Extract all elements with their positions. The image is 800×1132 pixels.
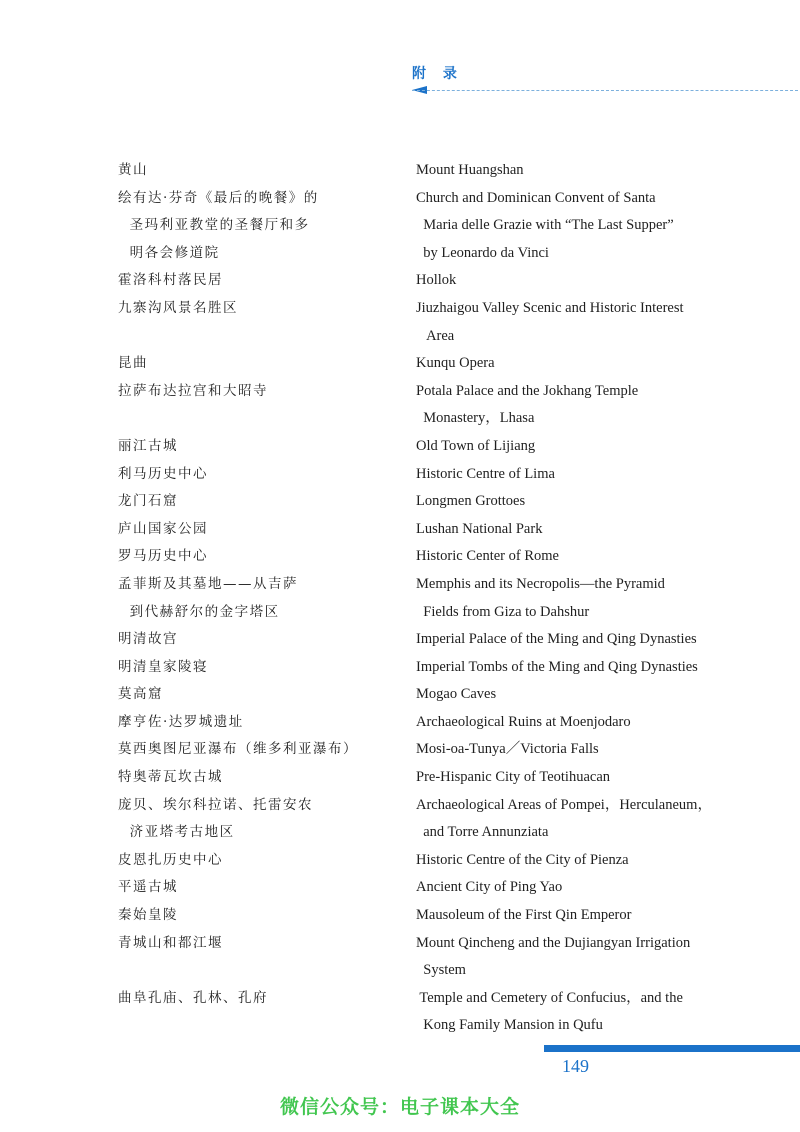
chinese-term-line: 昆曲 xyxy=(118,355,148,372)
glossary-entry xyxy=(0,516,800,544)
english-term xyxy=(416,654,800,682)
chinese-term-line: 莫西奥图尼亚瀑布（维多利亚瀑布） xyxy=(118,741,358,758)
english-term-line: Historic Centre of the City of Pienza xyxy=(416,851,629,868)
chinese-term-line: 特奥蒂瓦坎古城 xyxy=(118,769,223,786)
glossary-entry xyxy=(0,902,800,930)
english-term xyxy=(416,571,800,626)
glossary-entry xyxy=(0,764,800,792)
english-term-line: Potala Palace and the Jokhang Temple xyxy=(416,382,639,399)
english-term-line: Kunqu Opera xyxy=(416,355,495,372)
chinese-term xyxy=(118,185,319,268)
chinese-term-line: 丽江古城 xyxy=(118,437,178,454)
page-number: 149 xyxy=(562,1056,589,1076)
english-term-line: Historic Centre of Lima xyxy=(416,465,555,482)
english-term xyxy=(416,930,800,985)
glossary-entry xyxy=(0,543,800,571)
english-term-line: Imperial Tombs of the Ming and Qing Dynasties xyxy=(416,658,698,675)
english-term-line: Kong Family Mansion in Qufu xyxy=(416,1017,603,1034)
english-term xyxy=(416,874,800,902)
chinese-term xyxy=(118,350,148,378)
english-term xyxy=(416,295,800,350)
english-term xyxy=(416,764,800,792)
glossary-list xyxy=(0,157,800,1040)
english-term xyxy=(416,516,800,544)
glossary-entry xyxy=(0,792,800,847)
chinese-term-line: 明各会修道院 xyxy=(118,244,220,261)
glossary-entry xyxy=(0,267,800,295)
english-term xyxy=(416,792,800,847)
glossary-entry xyxy=(0,736,800,764)
chinese-term-line: 明清故宫 xyxy=(118,631,178,648)
footer-accent-bar xyxy=(544,1045,800,1052)
chinese-term-line: 孟菲斯及其墓地——从吉萨 xyxy=(118,575,298,592)
english-term-line: Fields from Giza to Dahshur xyxy=(416,603,590,620)
chinese-term-line: 九寨沟风景名胜区 xyxy=(118,299,238,316)
chinese-term xyxy=(118,488,178,516)
english-term-line: Temple and Cemetery of Confucius，and the xyxy=(416,989,683,1006)
english-term xyxy=(416,902,800,930)
chinese-term xyxy=(118,157,148,185)
chinese-term-line: 济亚塔考古地区 xyxy=(118,824,235,841)
chinese-term xyxy=(118,295,238,323)
glossary-entry xyxy=(0,709,800,737)
english-term xyxy=(416,681,800,709)
chinese-term xyxy=(118,847,223,875)
english-term xyxy=(416,488,800,516)
glossary-entry xyxy=(0,985,800,1040)
english-term xyxy=(416,543,800,571)
chinese-term-line: 圣玛利亚教堂的圣餐厅和多 xyxy=(118,217,310,234)
chinese-term-line: 摩亨佐·达罗城遗址 xyxy=(118,713,244,730)
chinese-term-line: 明清皇家陵寝 xyxy=(118,658,208,675)
chinese-term xyxy=(118,654,208,682)
english-term xyxy=(416,433,800,461)
english-term-line: Imperial Palace of the Ming and Qing Dynasties xyxy=(416,631,697,648)
chinese-term-line: 罗马历史中心 xyxy=(118,548,208,565)
chinese-term xyxy=(118,516,208,544)
english-term xyxy=(416,267,800,295)
header-dashed-rule xyxy=(412,90,798,91)
english-term-line: Ancient City of Ping Yao xyxy=(416,879,563,896)
english-term-line: by Leonardo da Vinci xyxy=(416,244,549,261)
english-term-line: Hollok xyxy=(416,272,457,289)
english-term-line: Mosi-oa-Tunya／Victoria Falls xyxy=(416,741,599,758)
chinese-term xyxy=(118,543,208,571)
watermark-text: 微信公众号：电子课本大全 xyxy=(279,1096,520,1118)
chinese-term-line: 拉萨布达拉宫和大昭寺 xyxy=(118,382,268,399)
chinese-term-line: 曲阜孔庙、孔林、孔府 xyxy=(118,989,268,1006)
english-term xyxy=(416,461,800,489)
appendix-heading: 附 录 xyxy=(412,66,463,82)
chinese-term-line: 到代赫舒尔的金字塔区 xyxy=(118,603,280,620)
glossary-entry xyxy=(0,626,800,654)
english-term-line: Church and Dominican Convent of Santa xyxy=(416,189,656,206)
english-term xyxy=(416,157,800,185)
english-term xyxy=(416,985,800,1040)
chinese-term xyxy=(118,764,223,792)
english-term xyxy=(416,185,800,268)
english-term-line: System xyxy=(416,962,466,979)
english-term xyxy=(416,709,800,737)
chinese-term-line: 利马历史中心 xyxy=(118,465,208,482)
english-term-line: Memphis and its Necropolis—the Pyramid xyxy=(416,575,665,592)
english-term xyxy=(416,350,800,378)
english-term-line: Mausoleum of the First Qin Emperor xyxy=(416,907,632,924)
english-term xyxy=(416,736,800,764)
english-term xyxy=(416,378,800,433)
chinese-term xyxy=(118,461,208,489)
glossary-entry xyxy=(0,571,800,626)
chinese-term xyxy=(118,709,244,737)
glossary-entry xyxy=(0,461,800,489)
glossary-entry xyxy=(0,847,800,875)
chinese-term-line: 皮恩扎历史中心 xyxy=(118,851,223,868)
english-term-line: Mount Qincheng and the Dujiangyan Irrigation xyxy=(416,934,691,951)
chinese-term-line: 平遥古城 xyxy=(118,879,178,896)
chinese-term-line: 霍洛科村落民居 xyxy=(118,272,223,289)
english-term-line: Pre-Hispanic City of Teotihuacan xyxy=(416,769,611,786)
english-term-line: Jiuzhaigou Valley Scenic and Historic Interest xyxy=(416,299,684,316)
chinese-term-line: 莫高窟 xyxy=(118,686,163,703)
glossary-entry xyxy=(0,378,800,433)
chinese-term xyxy=(118,378,268,406)
chinese-term xyxy=(118,681,163,709)
chinese-term-line: 秦始皇陵 xyxy=(118,907,178,924)
chinese-term xyxy=(118,571,298,626)
glossary-entry xyxy=(0,654,800,682)
chinese-term-line: 青城山和都江堰 xyxy=(118,934,223,951)
glossary-entry xyxy=(0,157,800,185)
glossary-entry xyxy=(0,433,800,461)
chinese-term-line: 庞贝、埃尔科拉诺、托雷安农 xyxy=(118,796,313,813)
glossary-entry xyxy=(0,350,800,378)
english-term xyxy=(416,626,800,654)
glossary-entry xyxy=(0,930,800,985)
english-term-line: Lushan National Park xyxy=(416,520,543,537)
chinese-term xyxy=(118,902,178,930)
glossary-entry xyxy=(0,488,800,516)
chinese-term xyxy=(118,433,178,461)
chinese-term xyxy=(118,792,313,847)
chinese-term-line: 黄山 xyxy=(118,162,148,178)
english-term-line: Archaeological Areas of Pompei，Herculaneum， xyxy=(416,796,712,813)
chinese-term xyxy=(118,626,178,654)
glossary-entry xyxy=(0,185,800,268)
english-term-line: Archaeological Ruins at Moenjodaro xyxy=(416,713,631,730)
chinese-term-line: 庐山国家公园 xyxy=(118,520,208,537)
chinese-term-line: 绘有达·芬奇《最后的晚餐》的 xyxy=(118,189,319,206)
glossary-entry xyxy=(0,681,800,709)
chinese-term xyxy=(118,736,358,764)
english-term-line: Historic Center of Rome xyxy=(416,548,559,565)
english-term-line: Longmen Grottoes xyxy=(416,493,526,510)
english-term-line: and Torre Annunziata xyxy=(416,824,549,841)
english-term xyxy=(416,847,800,875)
english-term-line: Mount Huangshan xyxy=(416,162,524,178)
english-term-line: Old Town of Lijiang xyxy=(416,437,536,454)
glossary-entry xyxy=(0,874,800,902)
chinese-term xyxy=(118,874,178,902)
chinese-term xyxy=(118,930,223,958)
english-term-line: Maria delle Grazie with “The Last Supper” xyxy=(416,217,674,234)
chinese-term xyxy=(118,267,223,295)
chinese-term-line: 龙门石窟 xyxy=(118,493,178,510)
glossary-entry xyxy=(0,295,800,350)
english-term-line: Area xyxy=(416,327,455,344)
chinese-term xyxy=(118,985,268,1013)
english-term-line: Mogao Caves xyxy=(416,686,497,703)
english-term-line: Monastery，Lhasa xyxy=(416,410,535,427)
